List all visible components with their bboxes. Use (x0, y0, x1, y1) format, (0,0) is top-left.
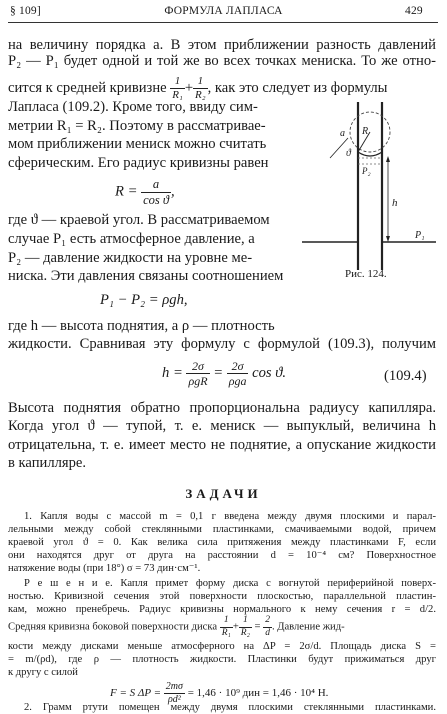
body-line: Когда угол ϑ — тупой, т. е. мениск — выпуклый, величина h (8, 418, 436, 434)
fraction: $\frac{1}{\text{R₂}}$ (240, 615, 250, 638)
problem-line: они находятся друг от друга на расстоянии d = 10⁻⁴ см? Поверхностное (8, 550, 436, 561)
text-run: сится к средней кривизне (8, 79, 167, 96)
section-number: § 109] (10, 5, 41, 17)
equation-R (115, 178, 175, 206)
body-line: сферическим. Его радиус кривизны равен (8, 155, 269, 171)
body-line: на величину порядка a. В этом приближении разность давлений (8, 37, 436, 53)
h-arrowhead-top (386, 156, 390, 162)
eq-part: R = (115, 183, 138, 200)
solution-line: ностью. Кривизной сечения этой поверхности плоскостью, параллельной пластин- (8, 591, 436, 602)
solution-line: кости между дисками меньше атмосферного на ΔP = 2σ/d. Площадь диска S = (8, 641, 436, 652)
solution-line: = m/(ρd), где ρ — плотность жидкости. Пластинки будут прижиматься друг (8, 654, 436, 665)
eq-part: , (171, 183, 175, 200)
eq-part: = (213, 364, 224, 381)
fraction: $\frac{2m\sigma}{\text{ρd²}}$ (165, 681, 183, 705)
header-rule (8, 22, 438, 23)
problem-line: 2. Грамм ртути помещен между двумя плоскими стеклянными пластинками. (24, 702, 436, 713)
label-theta: ϑ (346, 148, 351, 159)
fraction: $\frac{1}{\text{R₁}}$ (221, 615, 231, 638)
solution-line: Р е ш е н и е. Капля примет форму диска с вогнутой периферийной поверх- (24, 578, 436, 589)
eq-part: h = (162, 364, 183, 381)
body-line: сится к средней кривизне $\frac{1}{\text{R₁}}$ + $\frac{1}{\text{R₂}}$ , как это следует из формулы (8, 75, 388, 101)
body-line: случае P₁ есть атмосферное давление, а (8, 231, 255, 247)
label-h: h (392, 197, 398, 209)
equation-number: (109.4) (384, 368, 427, 384)
eq-part: = 1,46 · 10⁹ дин = 1,46 · 10⁴ Н. (187, 687, 329, 700)
text-run: . Давление жид- (271, 621, 345, 633)
fraction: $\frac{a}{\text{cos ϑ}}$ (143, 177, 169, 207)
solution-line: кам, можно пренебречь. Радиус кривизны нормального к нему сечения r = d/2. (8, 604, 436, 615)
label-P1: P₁ (415, 230, 425, 241)
section-title: ЗАДАЧИ (185, 486, 262, 501)
problem-line: краевой угол ϑ = 0. Как велика сила притяжения между пластинками F, если (8, 537, 436, 548)
fraction: $\frac{2\sigma}{\text{ρgR}}$ (188, 359, 208, 388)
capillary-figure (300, 98, 440, 273)
fraction: $\frac{1}{\text{R₁}}$ (172, 75, 183, 101)
running-title: ФОРМУЛА ЛАПЛАСА (164, 5, 283, 17)
solution-line: к другу с силой (8, 667, 78, 678)
body-line: в капилляре. (8, 455, 87, 471)
body-line: P₂ — давление жидкости на уровне ме- (8, 250, 253, 266)
body-line: ниска. Эти давления связаны соотношением (8, 268, 284, 284)
label-P2: P₂ (362, 166, 371, 176)
body-line: отрицательна, т. е. имеет место не поднятие, а опускание жидкости (8, 437, 436, 453)
body-line: где ϑ — краевой угол. В рассматриваемом (8, 212, 270, 228)
equation-P: P₁ − P₂ = ρgh, (100, 292, 188, 308)
body-line: метрии R₁ = R₂. Поэтому в рассматривае- (8, 118, 266, 134)
problem-line: 1. Капля воды с массой m = 0,1 г введена между двумя плоскими и парал- (24, 511, 436, 522)
label-R: R (362, 126, 369, 137)
eq-part: cos ϑ. (252, 364, 287, 381)
text-run: , как это следует из формулы (207, 79, 388, 96)
body-line: где h — высота поднятия, а ρ — плотность (8, 318, 275, 334)
problem-line: лельными между собой стеклянными пластинками, смачиваемыми водой, причем (8, 524, 436, 535)
solution-line: Средняя кривизна боковой поверхности диска $\frac{1}{\text{R₁}}$ + $\frac{1}{\text{R₂}}$ = $\frac{2}{d}$ . Давление жид- (8, 615, 345, 638)
page-number: 429 (405, 5, 423, 17)
figure-caption: Рис. 124. (345, 268, 387, 280)
body-line: мом приближении мениск можно считать (8, 136, 267, 152)
label-a: a (340, 128, 345, 139)
text-run: Средняя кривизна боковой поверхности диска (8, 621, 218, 633)
body-line: жидкости. Сравнивая эту формулу с формулой (109.3), получим (8, 336, 436, 352)
fraction: $\frac{2}{d}$ (265, 615, 270, 638)
problem-line: натяжение воды (при 18°) σ = 73 дин·см⁻¹. (8, 563, 201, 574)
meniscus (358, 152, 382, 156)
h-arrowhead-bottom (386, 236, 390, 242)
eq-part: F = S ΔP = (110, 687, 162, 700)
body-line: Лапласа (109.2). Кроме того, ввиду сим- (8, 99, 258, 115)
fraction: $\frac{2\sigma}{\text{ρga}}$ (228, 359, 247, 388)
body-line: P₂ — P₁ будет одной и той же во всех точках мениска. То же отно- (8, 53, 436, 69)
equation-h (162, 360, 286, 387)
fraction: $\frac{1}{\text{R₂}}$ (195, 75, 206, 101)
body-line: Высота поднятия обратно пропорциональна радиусу капилляра. (8, 400, 436, 416)
